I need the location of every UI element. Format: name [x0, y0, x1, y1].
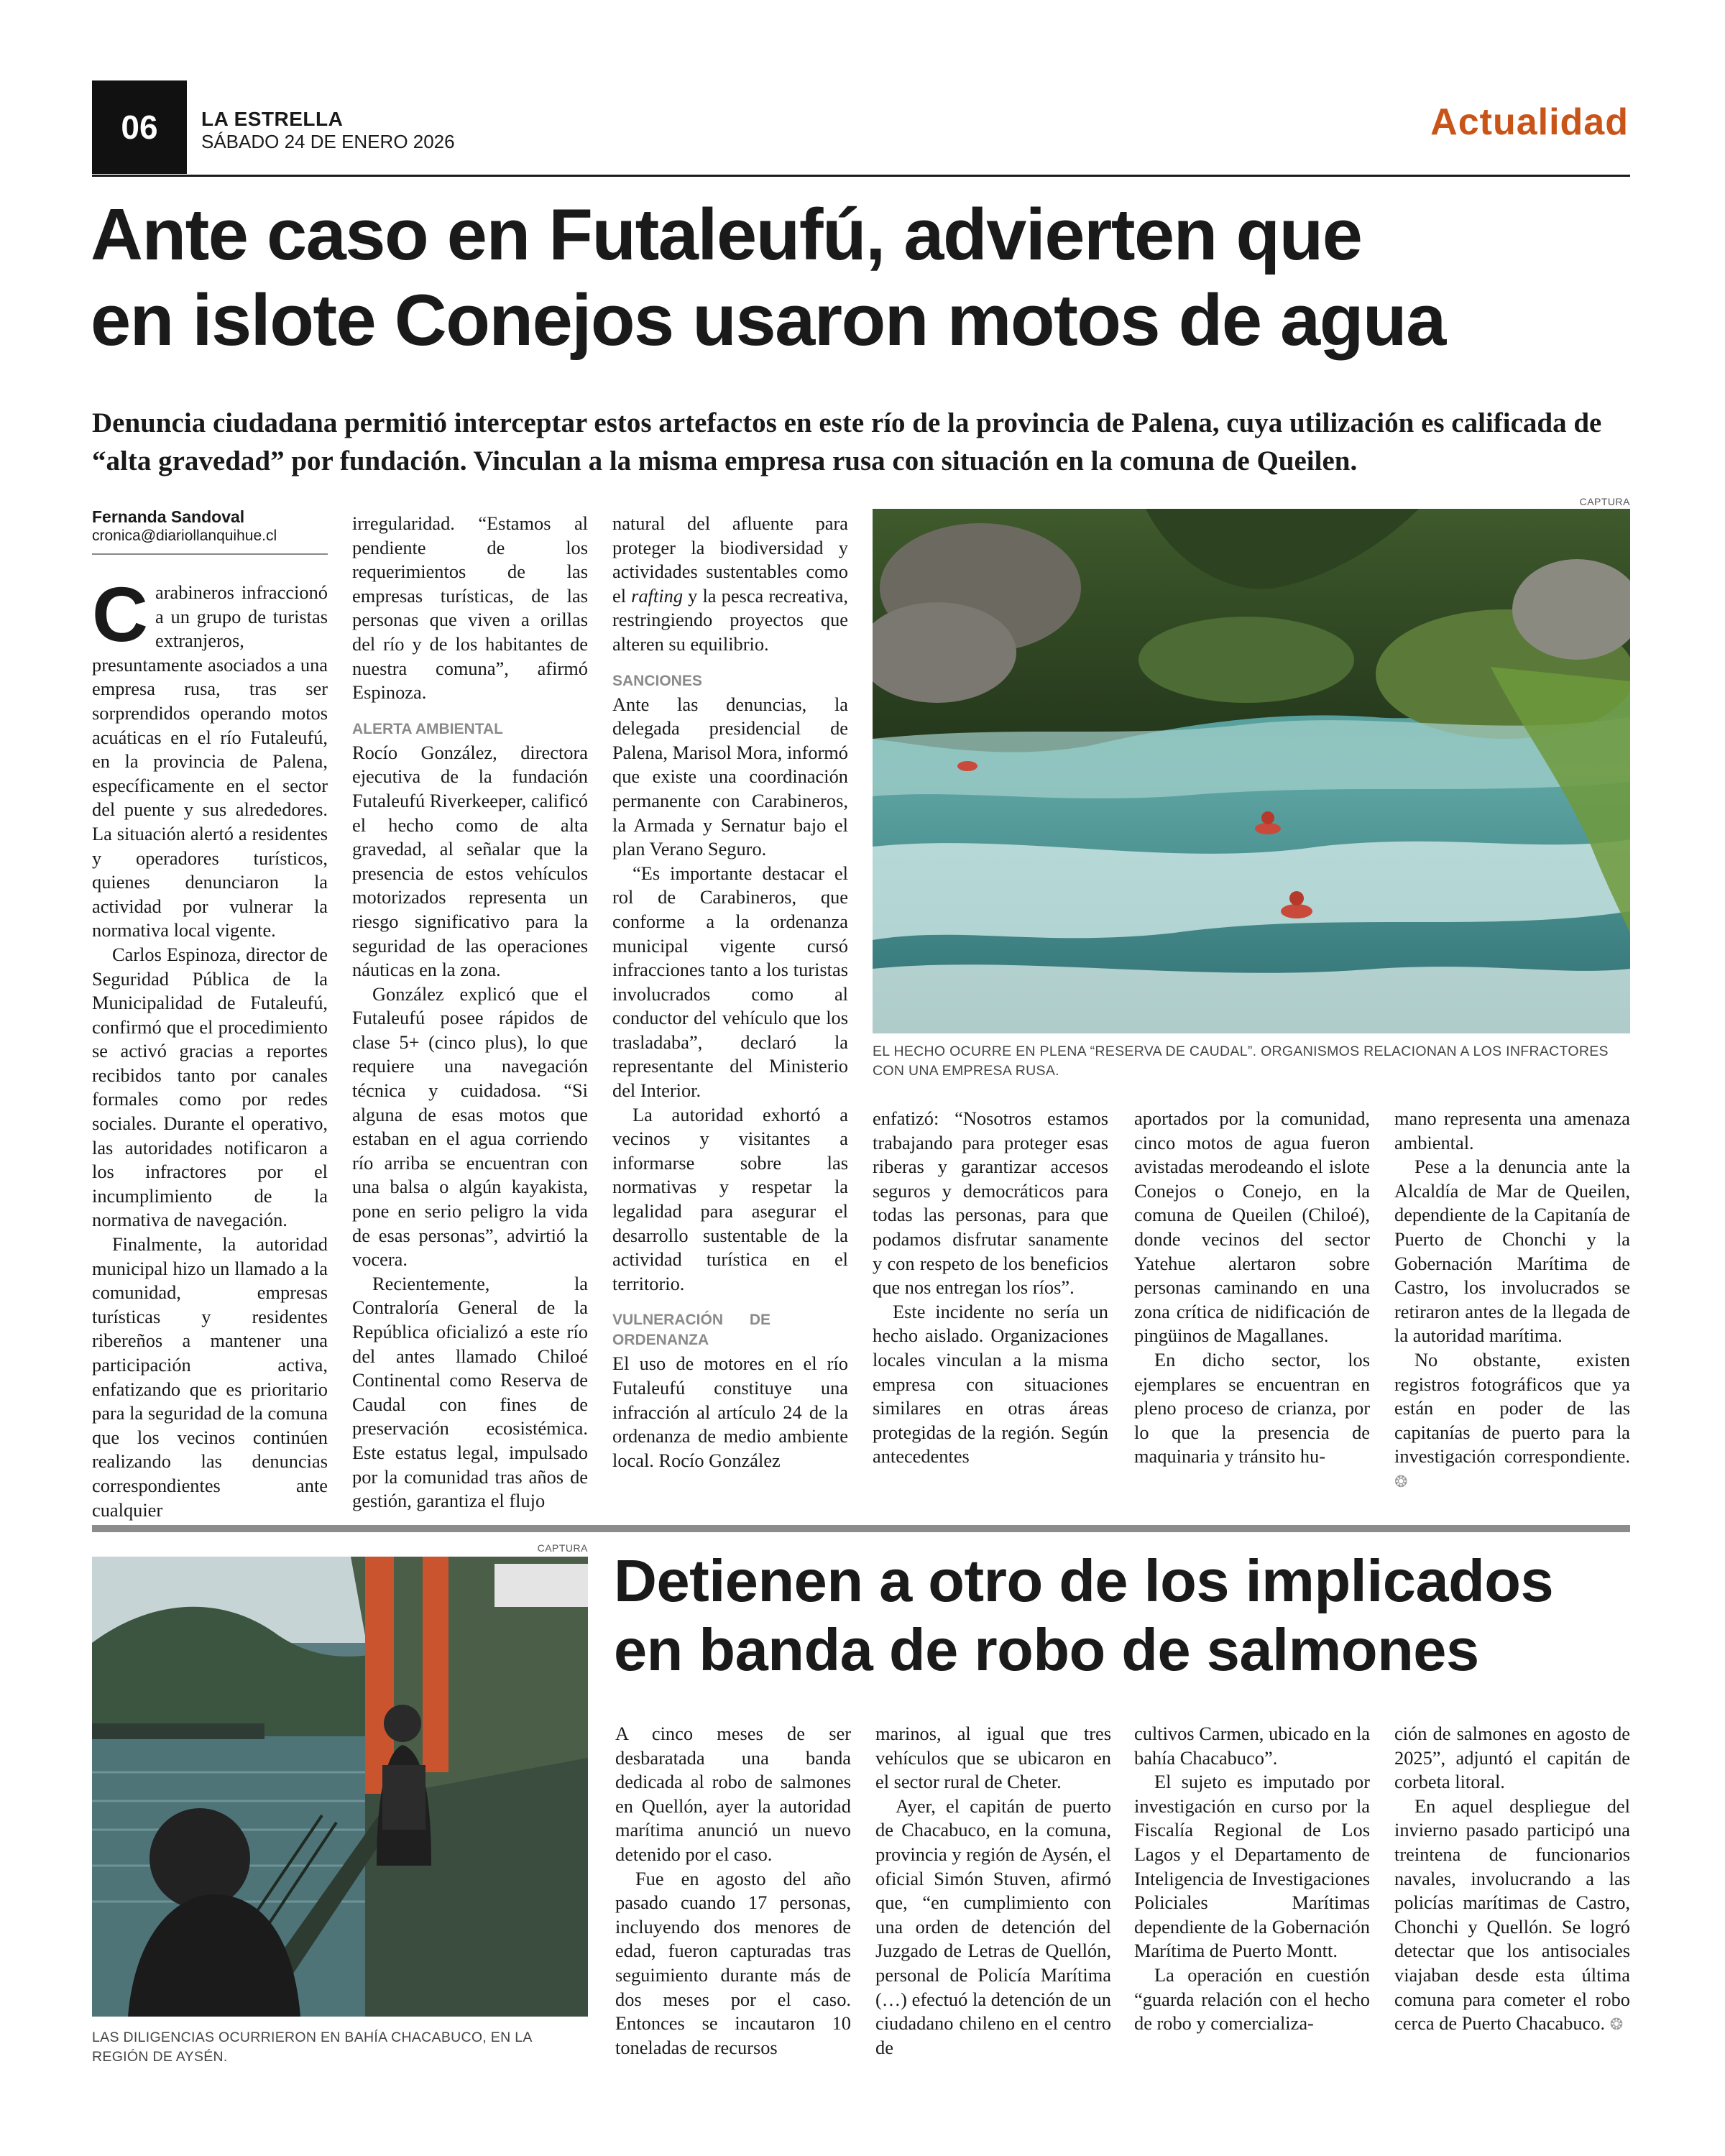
end-of-article-icon: ❂	[1394, 1472, 1408, 1491]
paragraph: Fue en agosto del año pasado cuando 17 personas, incluyendo dos menores de edad, fueron capturadas tras seguimiento durante más de dos meses por el caso. Entonces se incautaron 10 toneladas de recursos	[615, 1867, 851, 2058]
paragraph: En aquel despliegue del invierno pasado participó una treintena de funcionarios navales, involucrando a las policías marítimas de Castro, Chonchi y Quellón. Se logró detectar que los antisociales viajaban desde esta última comuna para cometer el robo cerca de Puerto Chacabuco. ❂	[1394, 1795, 1630, 2035]
article1-column-3	[612, 512, 848, 1473]
byline-divider	[92, 553, 328, 555]
header-divider	[92, 175, 1630, 177]
subhead-sanciones: SANCIONES	[612, 672, 702, 689]
paragraph: enfatizó: “Nosotros estamos trabajando para proteger esas riberas y garantizar accesos seguros y democráticos para todas las personas, para que podamos disfrutar sanamente y con respeto de los beneficios que nos entregan los ríos”.	[873, 1107, 1108, 1299]
paragraph: Carlos Espinoza, director de Seguridad Pública de la Municipalidad de Futaleufú, confirmó que el procedimiento se activó gracias a reportes recibidos tanto por canales formales como por redes sociales. Durante el operativo, las autoridades notificaron a los infractores por el incumplimiento de la normativa de navegación.	[92, 943, 328, 1231]
article1-column-6	[1394, 1107, 1630, 1494]
paragraph: La autoridad exhortó a vecinos y visitantes a informarse sobre las normativas y respetar la legalidad para asegurar el desarrollo sustentable de la actividad turística en el territorio.	[612, 1103, 848, 1294]
paragraph: A cinco meses de ser desbaratada una banda dedicada al robo de salmones en Quellón, ayer la autoridad marítima anunció un nuevo detenido por el caso.	[615, 1723, 851, 1865]
article2-column-3	[1134, 1722, 1370, 2036]
paragraph: ción de salmones en agosto de 2025”, adjuntó el capitán de corbeta litoral.	[1394, 1723, 1630, 1793]
dropcap: C	[92, 571, 148, 658]
police-boat-image	[92, 1557, 588, 2017]
section-label: Actualidad	[1430, 101, 1629, 143]
paragraph: natural del afluente para proteger la biodiversidad y actividades sustentables como el rafting y la pesca recreativa, restringiendo proyectos que alteren su equilibrio.	[612, 512, 848, 655]
article1-headline	[91, 193, 1643, 364]
article1-column-2	[352, 512, 588, 1514]
newspaper-name: LA ESTRELLA	[201, 108, 344, 130]
end-of-article-icon: ❂	[1609, 2015, 1624, 2034]
paragraph: Pese a la denuncia ante la Alcaldía de Mar de Queilen, dependiente de la Capitanía de Puerto de Chonchi y la Gobernación Marítima de Castro, los involucrados se retiraron antes de la llegada de la autoridad marítima.	[1394, 1156, 1630, 1347]
paragraph: Ante las denuncias, la delegada presidencial de Palena, Marisol Mora, informó que existe una coordinación permanente con Carabineros, la Armada y Sernatur bajo el plan Verano Seguro.	[612, 693, 848, 860]
river-jetski-image	[873, 509, 1630, 1033]
author-email: cronica@diariollanquihue.cl	[92, 528, 277, 544]
article1-column-5	[1134, 1107, 1370, 1469]
paragraph: marinos, al igual que tres vehículos que se ubicaron en el sector rural de Cheter.	[875, 1723, 1111, 1793]
author-name: Fernanda Sandoval	[92, 507, 245, 526]
paragraph: La operación en cuestión “guarda relación con el hecho de robo y comercializa-	[1134, 1963, 1370, 2035]
paragraph: aportados por la comunidad, cinco motos de agua fueron avistadas merodeando el islote Conejos o Conejo, en la comuna de Queilen (Chiloé), donde vecinos del sector Yatehue alertaron sobre personas caminando en una zona crítica de nidificación de pingüinos de Magallanes.	[1134, 1107, 1370, 1347]
paragraph: “Es importante destacar el rol de Carabineros, que conforme a la ordenanza municipal vigente cursó infracciones tanto a los turistas involucrados como al conductor del vehículo que los trasladaba”, declaró la representante del Ministerio del Interior.	[612, 862, 848, 1102]
paragraph: Rocío González, directora ejecutiva de la fundación Futaleufú Riverkeeper, calificó el hecho como de alta gravedad, al señalar que la presencia de estos vehículos motorizados representa un riesgo significativo para la seguridad de las operaciones náuticas en la zona.	[352, 741, 588, 981]
article2-headline-line2: en banda de robo de salmones	[614, 1616, 1479, 1684]
article2-photo-caption: LAS DILIGENCIAS OCURRIERON EN BAHÍA CHACABUCO, EN LA REGIÓN DE AYSÉN.	[92, 2030, 532, 2065]
paragraph: Finalmente, la autoridad municipal hizo un llamado a la comunidad, empresas turísticas y residentes ribereños a mantener una participación activa, enfatizando que es prioritario para la seguridad de la comuna que los vecinos continúen realizando las denuncias correspondientes ante cualquier	[92, 1233, 328, 1521]
police-boat-photo	[92, 1557, 588, 2017]
paragraph: Ayer, el capitán de puerto de Chacabuco, en la comuna, provincia y región de Aysén, el oficial Simón Stuven, afirmó que, “en cumplimiento con una orden de detención del Juzgado de Letras de Quellón, personal de Policía Marítima (…) efectuó la detención de un ciudadano chileno en el centro de	[875, 1795, 1111, 2058]
paragraph: El uso de motores en el río Futaleufú constituye una infracción al artículo 24 de la ordenanza de medio ambiente local. Rocío González	[612, 1353, 848, 1471]
paragraph: No obstante, existen registros fotográficos que ya están en poder de las capitanías de puerto para la investigación correspondiente. ❂	[1394, 1348, 1630, 1491]
paragraph: mano representa una amenaza ambiental.	[1394, 1107, 1630, 1153]
photo-credit: CAPTURA	[1579, 496, 1630, 507]
paragraph: irregularidad. “Estamos al pendiente de los requerimientos de las empresas turísticas, de las personas que viven a orillas del río y de los habitantes de nuestra comuna”, afirmó Espinoza.	[352, 512, 588, 704]
photo-credit: CAPTURA	[537, 1542, 588, 1554]
publication-date: SÁBADO 24 DE ENERO 2026	[201, 131, 455, 152]
paragraph: cultivos Carmen, ubicado en la bahía Chacabuco”.	[1134, 1723, 1370, 1769]
article1-column-4	[873, 1107, 1108, 1469]
paragraph: arabineros infraccionó a un grupo de turistas extranjeros, presuntamente asociados a una empresa rusa, tras ser sorprendidos operando motos acuáticas en el río Futaleufú, en la provincia de Palena, específicamente en el sector del puente y sus alrededores. La situación alertó a residentes y operadores turísticos, quienes denunciaron la actividad por vulnerar la normativa local vigente.	[92, 581, 328, 941]
paragraph: El sujeto es imputado por investigación en curso por la Fiscalía Regional de Los Lagos y el Departamento de Inteligencia de Investigaciones Policiales Marítimas dependiente de la Gobernación Marítima de Puerto Montt.	[1134, 1771, 1370, 1962]
article2-column-2	[875, 1722, 1111, 2060]
article2-headline-line1: Detienen a otro de los implicados	[614, 1547, 1554, 1614]
subhead-alerta-ambiental: ALERTA AMBIENTAL	[352, 720, 503, 737]
article1-headline-line1: Ante caso en Futaleufú, advierten que	[91, 195, 1362, 275]
paragraph: Este incidente no sería un hecho aislado. Organizaciones locales vinculan a la misma empresa con situaciones similares en otras áreas protegidas de la región. Según antecedentes	[873, 1300, 1108, 1468]
article2-column-4	[1394, 1722, 1630, 2037]
article1-deck: Denuncia ciudadana permitió interceptar estos artefactos en este río de la provincia de Palena, cuya utilización es calificada de “alta gravedad” por fundación. Vinculan a la misma empresa rusa con situación en la comuna de Queilen.	[92, 407, 1602, 477]
article-divider	[92, 1525, 1630, 1532]
page-number: 06	[92, 80, 187, 174]
subhead-vulneracion-ordenanza: VULNERACIÓN DE ORDENANZA	[612, 1312, 770, 1349]
article2-headline	[614, 1547, 1634, 1685]
river-jetski-photo	[873, 509, 1630, 1033]
article2-column-1	[615, 1722, 851, 2060]
paragraph: Recientemente, la Contraloría General de la República oficializó a este río del antes llamado Chiloé Continental como Reserva de Caudal con fines de preservación ecosistémica. Este estatus legal, impulsado por la comunidad tras años de gestión, garantiza el flujo	[352, 1272, 588, 1512]
paragraph: En dicho sector, los ejemplares se encuentran en pleno proceso de crianza, por lo que la presencia de maquinaria y tránsito hu-	[1134, 1348, 1370, 1468]
paragraph: González explicó que el Futaleufú posee rápidos de clase 5+ (cinco plus), lo que requiere una navegación técnica y cuidadosa. “Si alguna de esas motos que estaban en el agua corriendo río arriba se encuentran con una balsa o algún kayakista, pone en serio peligro la vida de esas personas”, advirtió la vocera.	[352, 982, 588, 1271]
article1-photo-caption: EL HECHO OCURRE EN PLENA “RESERVA DE CAUDAL”. ORGANISMOS RELACIONAN A LOS INFRACTORES CON UNA EMPRESA RUSA.	[873, 1044, 1609, 1079]
article1-headline-line2: en islote Conejos usaron motos de agua	[91, 280, 1445, 361]
article1-column-1	[92, 571, 328, 1522]
